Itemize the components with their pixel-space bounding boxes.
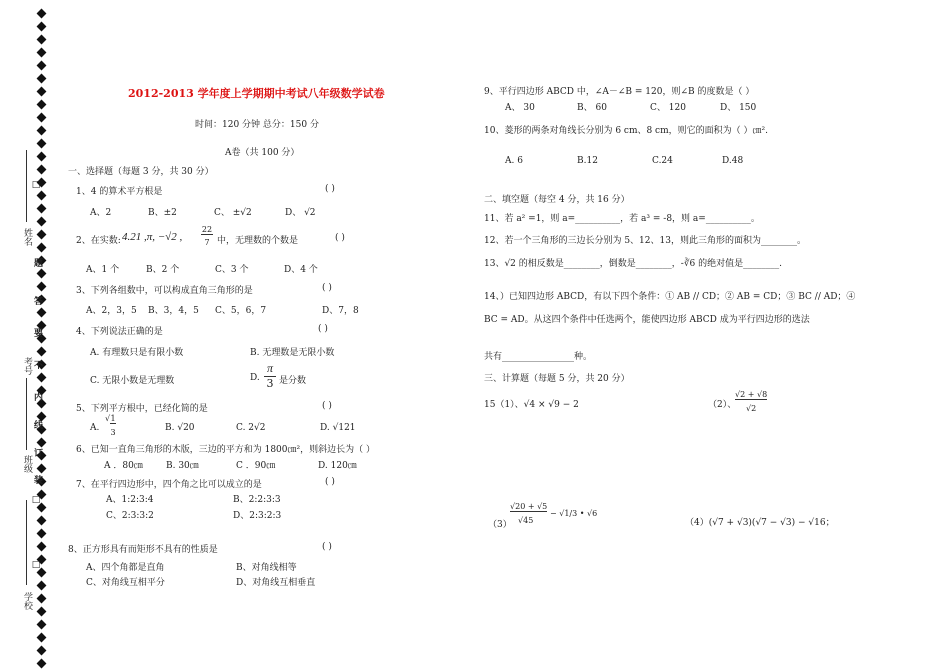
q8-answer-paren: ( ) bbox=[322, 542, 332, 552]
q2-frac-den: 7 bbox=[204, 238, 210, 247]
q4-option-d-den: 3 bbox=[266, 377, 274, 390]
q5-option-b: B. √20 bbox=[165, 423, 195, 433]
warning-char: 订 bbox=[32, 448, 42, 457]
binding-diamond bbox=[37, 464, 47, 474]
q6-option-d: D. 120㎝ bbox=[318, 461, 357, 471]
exam-no-label: 考号 bbox=[22, 357, 32, 375]
binding-diamond bbox=[37, 48, 47, 58]
q10-option-b: B.12 bbox=[577, 156, 598, 166]
q6-stem: 6、已知一直角三角形的木版，三边的平方和为 1800㎝²，则斜边长为（ ） bbox=[76, 445, 375, 455]
q14-text-line1: 14、）已知四边形 ABCD，有以下四个条件：① AB // CD；② AB = CD；③ BC // AD；④ bbox=[484, 292, 856, 302]
binding-diamond bbox=[37, 152, 47, 162]
q2-option-c: C、3 个 bbox=[215, 265, 249, 275]
binding-box: □ bbox=[31, 560, 41, 570]
school-label: 学校 bbox=[22, 592, 32, 610]
binding-box: □ bbox=[31, 495, 41, 505]
q15-2-numerator: √2 + √8 bbox=[735, 390, 768, 399]
binding-diamond bbox=[37, 204, 47, 214]
q10-option-c: C.24 bbox=[652, 156, 673, 166]
q7-option-b: B、2:2:3:3 bbox=[233, 495, 281, 505]
exam-meta: 时间：120 分钟 总分：150 分 bbox=[195, 120, 319, 130]
binding-diamond bbox=[37, 61, 47, 71]
q12-text: 12、若一个三角形的三边长分别为 5、12、13，则此三角形的面积为________。 bbox=[484, 236, 806, 246]
binding-diamond bbox=[37, 22, 47, 32]
q8-option-b: B、对角线相等 bbox=[236, 563, 297, 573]
name-label: 姓名 bbox=[22, 228, 32, 246]
school-line bbox=[26, 500, 27, 585]
binding-diamond bbox=[37, 191, 47, 201]
q15-2-denominator: √2 bbox=[746, 404, 757, 413]
q15-1: 15（1）、√4 × √9 − 2 bbox=[484, 400, 579, 410]
q3-option-c: C、5，6，7 bbox=[215, 306, 267, 316]
q10-option-a: A. 6 bbox=[505, 156, 523, 166]
section-a-heading: A卷（共 100 分） bbox=[225, 148, 300, 158]
binding-diamond bbox=[37, 100, 47, 110]
part1-heading: 一、选择题（每题 3 分，共 30 分） bbox=[68, 167, 214, 177]
q4-option-a: A. 有理数只是有限小数 bbox=[90, 348, 184, 358]
q10-stem: 10、菱形的两条对角线长分别为 6 cm、8 cm，则它的面积为（ ）㎝². bbox=[484, 126, 768, 136]
q15-3-label: （3） bbox=[488, 520, 512, 530]
q14-text-line3: 共有________________种。 bbox=[484, 352, 593, 362]
q5-stem: 5、下列平方根中，已经化简的是 bbox=[76, 404, 208, 414]
q2-option-a: A、1 个 bbox=[86, 265, 120, 275]
q9-option-a: A、 30 bbox=[505, 103, 535, 113]
warning-char: 要 bbox=[32, 328, 42, 337]
q4-option-d-num: π bbox=[264, 361, 276, 377]
binding-diamond bbox=[37, 373, 47, 383]
q11-text: 11、若 a² =1，则 a=__________，若 a³ = -8，则 a=__________。 bbox=[484, 214, 760, 224]
q7-option-d: D、2:3:2:3 bbox=[233, 511, 282, 521]
q3-option-d: D、7，8 bbox=[322, 306, 359, 316]
q7-option-a: A、1:2:3:4 bbox=[106, 495, 154, 505]
binding-diamond bbox=[37, 542, 47, 552]
q10-option-d: D.48 bbox=[722, 156, 744, 166]
binding-diamond bbox=[37, 35, 47, 45]
binding-line-diamonds bbox=[37, 10, 47, 671]
binding-diamond bbox=[37, 308, 47, 318]
warning-char: 线 bbox=[32, 420, 42, 429]
q4-option-c: C. 无限小数是无理数 bbox=[90, 376, 175, 386]
q9-option-b: B、 60 bbox=[577, 103, 607, 113]
binding-diamond bbox=[37, 620, 47, 630]
q13-text: 13、√2 的相反数是________，倒数是________，-∛6 的绝对值是________. bbox=[484, 259, 782, 269]
warning-char: 答 bbox=[32, 296, 42, 305]
warning-char: 装 bbox=[32, 475, 42, 484]
q2-option-b: B、2 个 bbox=[146, 265, 180, 275]
q15-3-tail: − √1/3 • √6 bbox=[550, 509, 598, 518]
q2-frac-num: 22 bbox=[201, 225, 213, 234]
q6-option-a: A ．80㎝ bbox=[104, 461, 143, 471]
q15-2-label: （2）、 bbox=[708, 400, 737, 410]
part3-heading: 三、计算题（每题 5 分，共 20 分） bbox=[484, 374, 630, 384]
q2-answer-paren: ( ) bbox=[335, 233, 345, 243]
q15-3-numerator: √20 + √5 bbox=[510, 502, 548, 511]
binding-diamond bbox=[37, 516, 47, 526]
q2-option-d: D、4 个 bbox=[284, 265, 318, 275]
name-line bbox=[26, 150, 27, 222]
binding-diamond bbox=[37, 594, 47, 604]
q4-option-b: B. 无理数是无限小数 bbox=[250, 348, 335, 358]
q4-stem: 4、下列说法正确的是 bbox=[76, 327, 163, 337]
binding-diamond bbox=[37, 646, 47, 656]
q6-option-b: B. 30㎝ bbox=[166, 461, 199, 471]
binding-diamond bbox=[37, 243, 47, 253]
part2-heading: 二、填空题（每空 4 分，共 16 分） bbox=[484, 195, 630, 205]
q1-option-c: C、 ±√2 bbox=[214, 208, 252, 218]
q14-text-line2: BC = AD。从这四个条件中任选两个，能使四边形 ABCD 成为平行四边形的选法 bbox=[484, 315, 810, 325]
q9-stem: 9、平行四边形 ABCD 中，∠A－∠B = 120，则∠B 的度数是（ ） bbox=[484, 87, 755, 97]
binding-diamond bbox=[37, 633, 47, 643]
q8-option-a: A、四个角都是直角 bbox=[86, 563, 165, 573]
binding-diamond bbox=[37, 529, 47, 539]
q5-option-a-num: 1 bbox=[110, 414, 116, 423]
binding-diamond bbox=[37, 74, 47, 84]
binding-diamond bbox=[37, 269, 47, 279]
q2-numbers: 4.21 ,π, −√2 , bbox=[122, 231, 183, 243]
exam-title: 2012-2013 学年度上学期期中考试八年级数学试卷 bbox=[128, 87, 385, 100]
q5-answer-paren: ( ) bbox=[322, 401, 332, 411]
q7-option-c: C、2:3:3:2 bbox=[106, 511, 154, 521]
q3-answer-paren: ( ) bbox=[322, 283, 332, 293]
q1-answer-paren: ( ) bbox=[325, 184, 335, 194]
binding-diamond bbox=[37, 282, 47, 292]
binding-diamond bbox=[37, 581, 47, 591]
q2-stem: 2、在实数: bbox=[76, 236, 121, 246]
q5-option-d: D. √121 bbox=[320, 423, 356, 433]
warning-char: 不 bbox=[32, 360, 42, 369]
q1-option-b: B、±2 bbox=[148, 208, 177, 218]
q2-stem-tail: 中，无理数的个数是 bbox=[217, 236, 299, 246]
q9-option-c: C、 120 bbox=[650, 103, 686, 113]
warning-char: 题 bbox=[32, 258, 42, 267]
q15-4: （4）(√7 + √3)(√7 − √3) − √16； bbox=[685, 518, 835, 528]
warning-char: 内 bbox=[32, 392, 42, 401]
q5-sqrt-sign: √ bbox=[105, 414, 111, 423]
binding-diamond bbox=[37, 113, 47, 123]
q7-answer-paren: ( ) bbox=[325, 477, 335, 487]
q1-stem: 1、4 的算术平方根是 bbox=[76, 187, 163, 197]
class-label: 班级 bbox=[22, 455, 32, 473]
q5-option-a: A. bbox=[90, 423, 100, 433]
q4-option-d-prefix: D. bbox=[250, 373, 260, 383]
q1-option-a: A、2 bbox=[90, 208, 112, 218]
binding-diamond bbox=[37, 165, 47, 175]
q8-stem: 8、正方形具有而矩形不具有的性质是 bbox=[68, 545, 218, 555]
binding-diamond bbox=[37, 230, 47, 240]
q3-option-b: B、3，4，5 bbox=[148, 306, 199, 316]
q8-option-c: C、对角线互相平分 bbox=[86, 578, 165, 588]
binding-diamond bbox=[37, 9, 47, 19]
q8-option-d: D、对角线互相垂直 bbox=[236, 578, 316, 588]
binding-box: □ bbox=[31, 180, 41, 190]
binding-diamond bbox=[37, 438, 47, 448]
q3-option-a: A、2，3，5 bbox=[86, 306, 137, 316]
binding-diamond bbox=[37, 607, 47, 617]
q7-stem: 7、在平行四边形中，四个角之比可以成立的是 bbox=[76, 480, 262, 490]
q15-3-denominator: √45 bbox=[518, 516, 534, 525]
exam-no-line bbox=[26, 378, 27, 450]
binding-diamond bbox=[37, 659, 47, 669]
q5-option-a-den: 3 bbox=[110, 428, 116, 437]
q4-option-d-suffix: 是分数 bbox=[279, 376, 307, 386]
q9-option-d: D、 150 bbox=[720, 103, 757, 113]
q6-option-c: C ．90㎝ bbox=[236, 461, 276, 471]
q4-answer-paren: ( ) bbox=[318, 324, 328, 334]
binding-diamond bbox=[37, 139, 47, 149]
q1-option-d: D、 √2 bbox=[285, 208, 316, 218]
q5-option-c: C. 2√2 bbox=[236, 423, 266, 433]
binding-diamond bbox=[37, 347, 47, 357]
binding-diamond bbox=[37, 217, 47, 227]
binding-diamond bbox=[37, 126, 47, 136]
q3-stem: 3、下列各组数中，可以构成直角三角形的是 bbox=[76, 286, 253, 296]
binding-diamond bbox=[37, 87, 47, 97]
